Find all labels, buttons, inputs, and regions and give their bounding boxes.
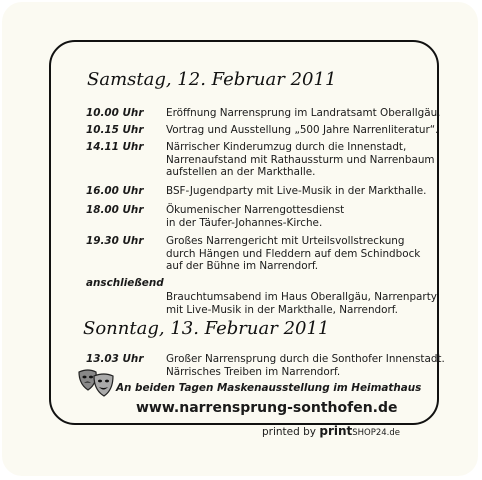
- event-time: 10.00 Uhr: [86, 107, 144, 119]
- event-desc: [166, 353, 445, 378]
- event-line: Vortrag und Ausstellung „500 Jahre Narrenliteratur“.: [166, 124, 439, 136]
- event-line: aufstellen an der Markthalle.: [166, 166, 316, 178]
- event-desc: [166, 291, 437, 316]
- website-link[interactable]: www.narrensprung-sonthofen.de: [136, 400, 398, 416]
- event-desc: [166, 204, 344, 229]
- event-line: Brauchtumsabend im Haus Oberallgäu, Narrenparty: [166, 291, 437, 303]
- event-desc: [166, 141, 435, 179]
- event-time: 18.00 Uhr: [86, 204, 144, 216]
- event-line: Ökumenischer Narrengottesdienst: [166, 204, 345, 216]
- printer-brand-bold: print: [319, 424, 353, 438]
- event-desc: [166, 235, 420, 273]
- event-desc: [166, 124, 438, 137]
- printer-credit: [262, 424, 400, 438]
- event-time: 19.30 Uhr: [86, 235, 144, 247]
- event-time: 14.11 Uhr: [86, 141, 144, 153]
- anschliessend-label: anschließend: [86, 277, 164, 289]
- event-line: Narrenaufstand mit Rathaussturm und Narrenbaum: [166, 153, 435, 166]
- event-line: in der Täufer-Johannes-Kirche.: [166, 216, 323, 229]
- event-line: auf der Bühne im Narrendorf.: [166, 260, 319, 272]
- event-line: Närrischer Kinderumzug durch die Innenstadt,: [166, 141, 407, 153]
- event-line: mit Live-Musik in der Markthalle, Narrendorf.: [166, 303, 398, 316]
- printer-brand-rest: SHOP24.de: [352, 428, 401, 438]
- event-line: durch Hängen und Fleddern auf dem Schindbock: [166, 247, 421, 260]
- event-line: Großer Narrensprung durch die Sonthofer Innenstadt.: [166, 353, 445, 365]
- printed-by-label: printed by: [262, 426, 317, 438]
- theater-masks-icon: [76, 366, 116, 400]
- event-desc: [166, 107, 440, 120]
- exhibition-note: An beiden Tagen Maskenausstellung im Heimathaus: [116, 382, 422, 394]
- day-heading-saturday: Samstag, 12. Februar 2011: [87, 69, 337, 90]
- event-line: Närrisches Treiben im Narrendorf.: [166, 365, 341, 378]
- event-line: Großes Narrengericht mit Urteilsvollstreckung: [166, 235, 405, 247]
- event-line: Eröffnung Narrensprung im Landratsamt Oberallgäu.: [166, 107, 441, 119]
- event-time: 10.15 Uhr: [86, 124, 144, 136]
- event-line: BSF-Jugendparty mit Live-Musik in der Markthalle.: [166, 185, 427, 197]
- event-time: 16.00 Uhr: [86, 185, 144, 197]
- event-time: 13.03 Uhr: [86, 353, 144, 365]
- day-heading-sunday: Sonntag, 13. Februar 2011: [83, 318, 330, 339]
- event-desc: [166, 185, 426, 198]
